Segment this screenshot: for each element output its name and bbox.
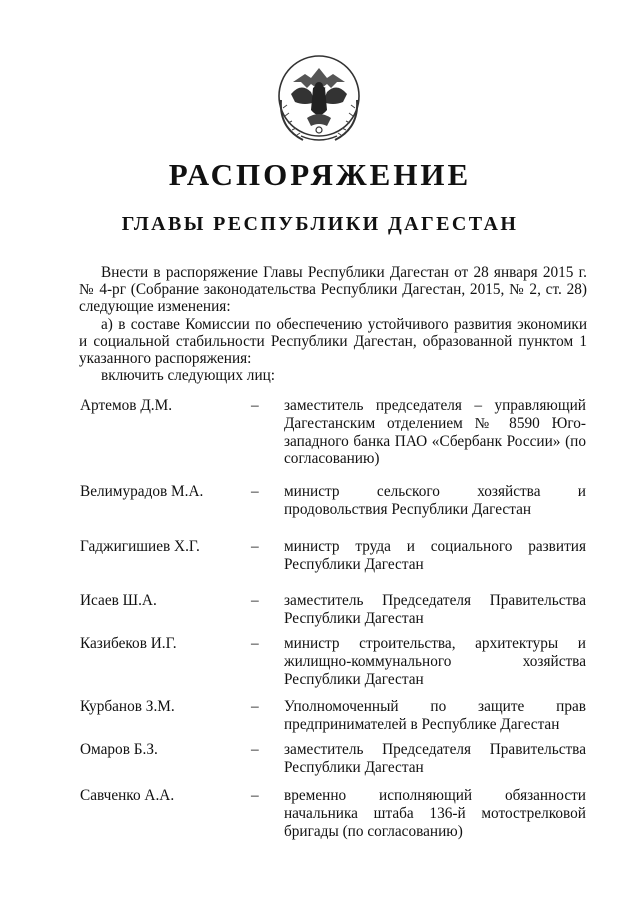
- include-line: включить следующих лиц:: [101, 367, 276, 385]
- coat-of-arms-emblem: [271, 48, 367, 148]
- member-dash: –: [251, 483, 259, 500]
- member-dash: –: [251, 538, 259, 555]
- document-body: [79, 264, 587, 384]
- member-role: министр сельского хозяйства и продовольствия Республики Дагестан: [284, 483, 586, 518]
- document-subtitle: ГЛАВЫ РЕСПУБЛИКИ ДАГЕСТАН: [121, 213, 519, 235]
- member-name: Савченко А.А.: [80, 787, 175, 804]
- member-dash: –: [251, 741, 259, 758]
- member-name: Исаев Ш.А.: [80, 592, 157, 609]
- member-name: Гаджигишиев Х.Г.: [80, 538, 200, 555]
- member-role: министр строительства, архитектуры и жилищно-коммунального хозяйства Республики Дагестан: [284, 635, 586, 688]
- member-name: Омаров Б.З.: [80, 741, 158, 758]
- member-role: временно исполняющий обязанности начальника штаба 136-й мотострелковой бригады (по согласованию): [284, 787, 586, 840]
- member-dash: –: [251, 787, 259, 804]
- document-title: РАСПОРЯЖЕНИЕ: [168, 157, 472, 192]
- intro-paragraph: Внести в распоряжение Главы Республики Дагестан от 28 января 2015 г. № 4-рг (Собрание законодательства Республики Дагестан, 2015, № 2, ст. 28) следующие изменения:: [79, 264, 587, 316]
- member-role: заместитель председателя – управляющий Дагестанским отделением № 8590 Юго-западного банка ПАО «Сбербанк России» (по согласованию): [284, 397, 586, 468]
- item-a-paragraph: а) в составе Комиссии по обеспечению устойчивого развития экономики и социальной стабильности Республики Дагестан, образованной пунктом 1 указанного распоряжения:: [79, 315, 587, 368]
- member-dash: –: [251, 635, 259, 652]
- member-role: министр труда и социального развития Республики Дагестан: [284, 538, 586, 573]
- member-name: Казибеков И.Г.: [80, 635, 177, 652]
- member-role: Уполномоченный по защите прав предпринимателей в Республике Дагестан: [284, 698, 586, 733]
- member-name: Курбанов З.М.: [80, 698, 175, 715]
- member-name: Артемов Д.М.: [80, 397, 173, 414]
- member-role: заместитель Председателя Правительства Республики Дагестан: [284, 592, 586, 627]
- member-name: Велимурадов М.А.: [80, 483, 204, 500]
- member-dash: –: [251, 397, 259, 414]
- member-role: заместитель Председателя Правительства Республики Дагестан: [284, 741, 586, 776]
- member-dash: –: [251, 592, 259, 609]
- member-dash: –: [251, 698, 259, 715]
